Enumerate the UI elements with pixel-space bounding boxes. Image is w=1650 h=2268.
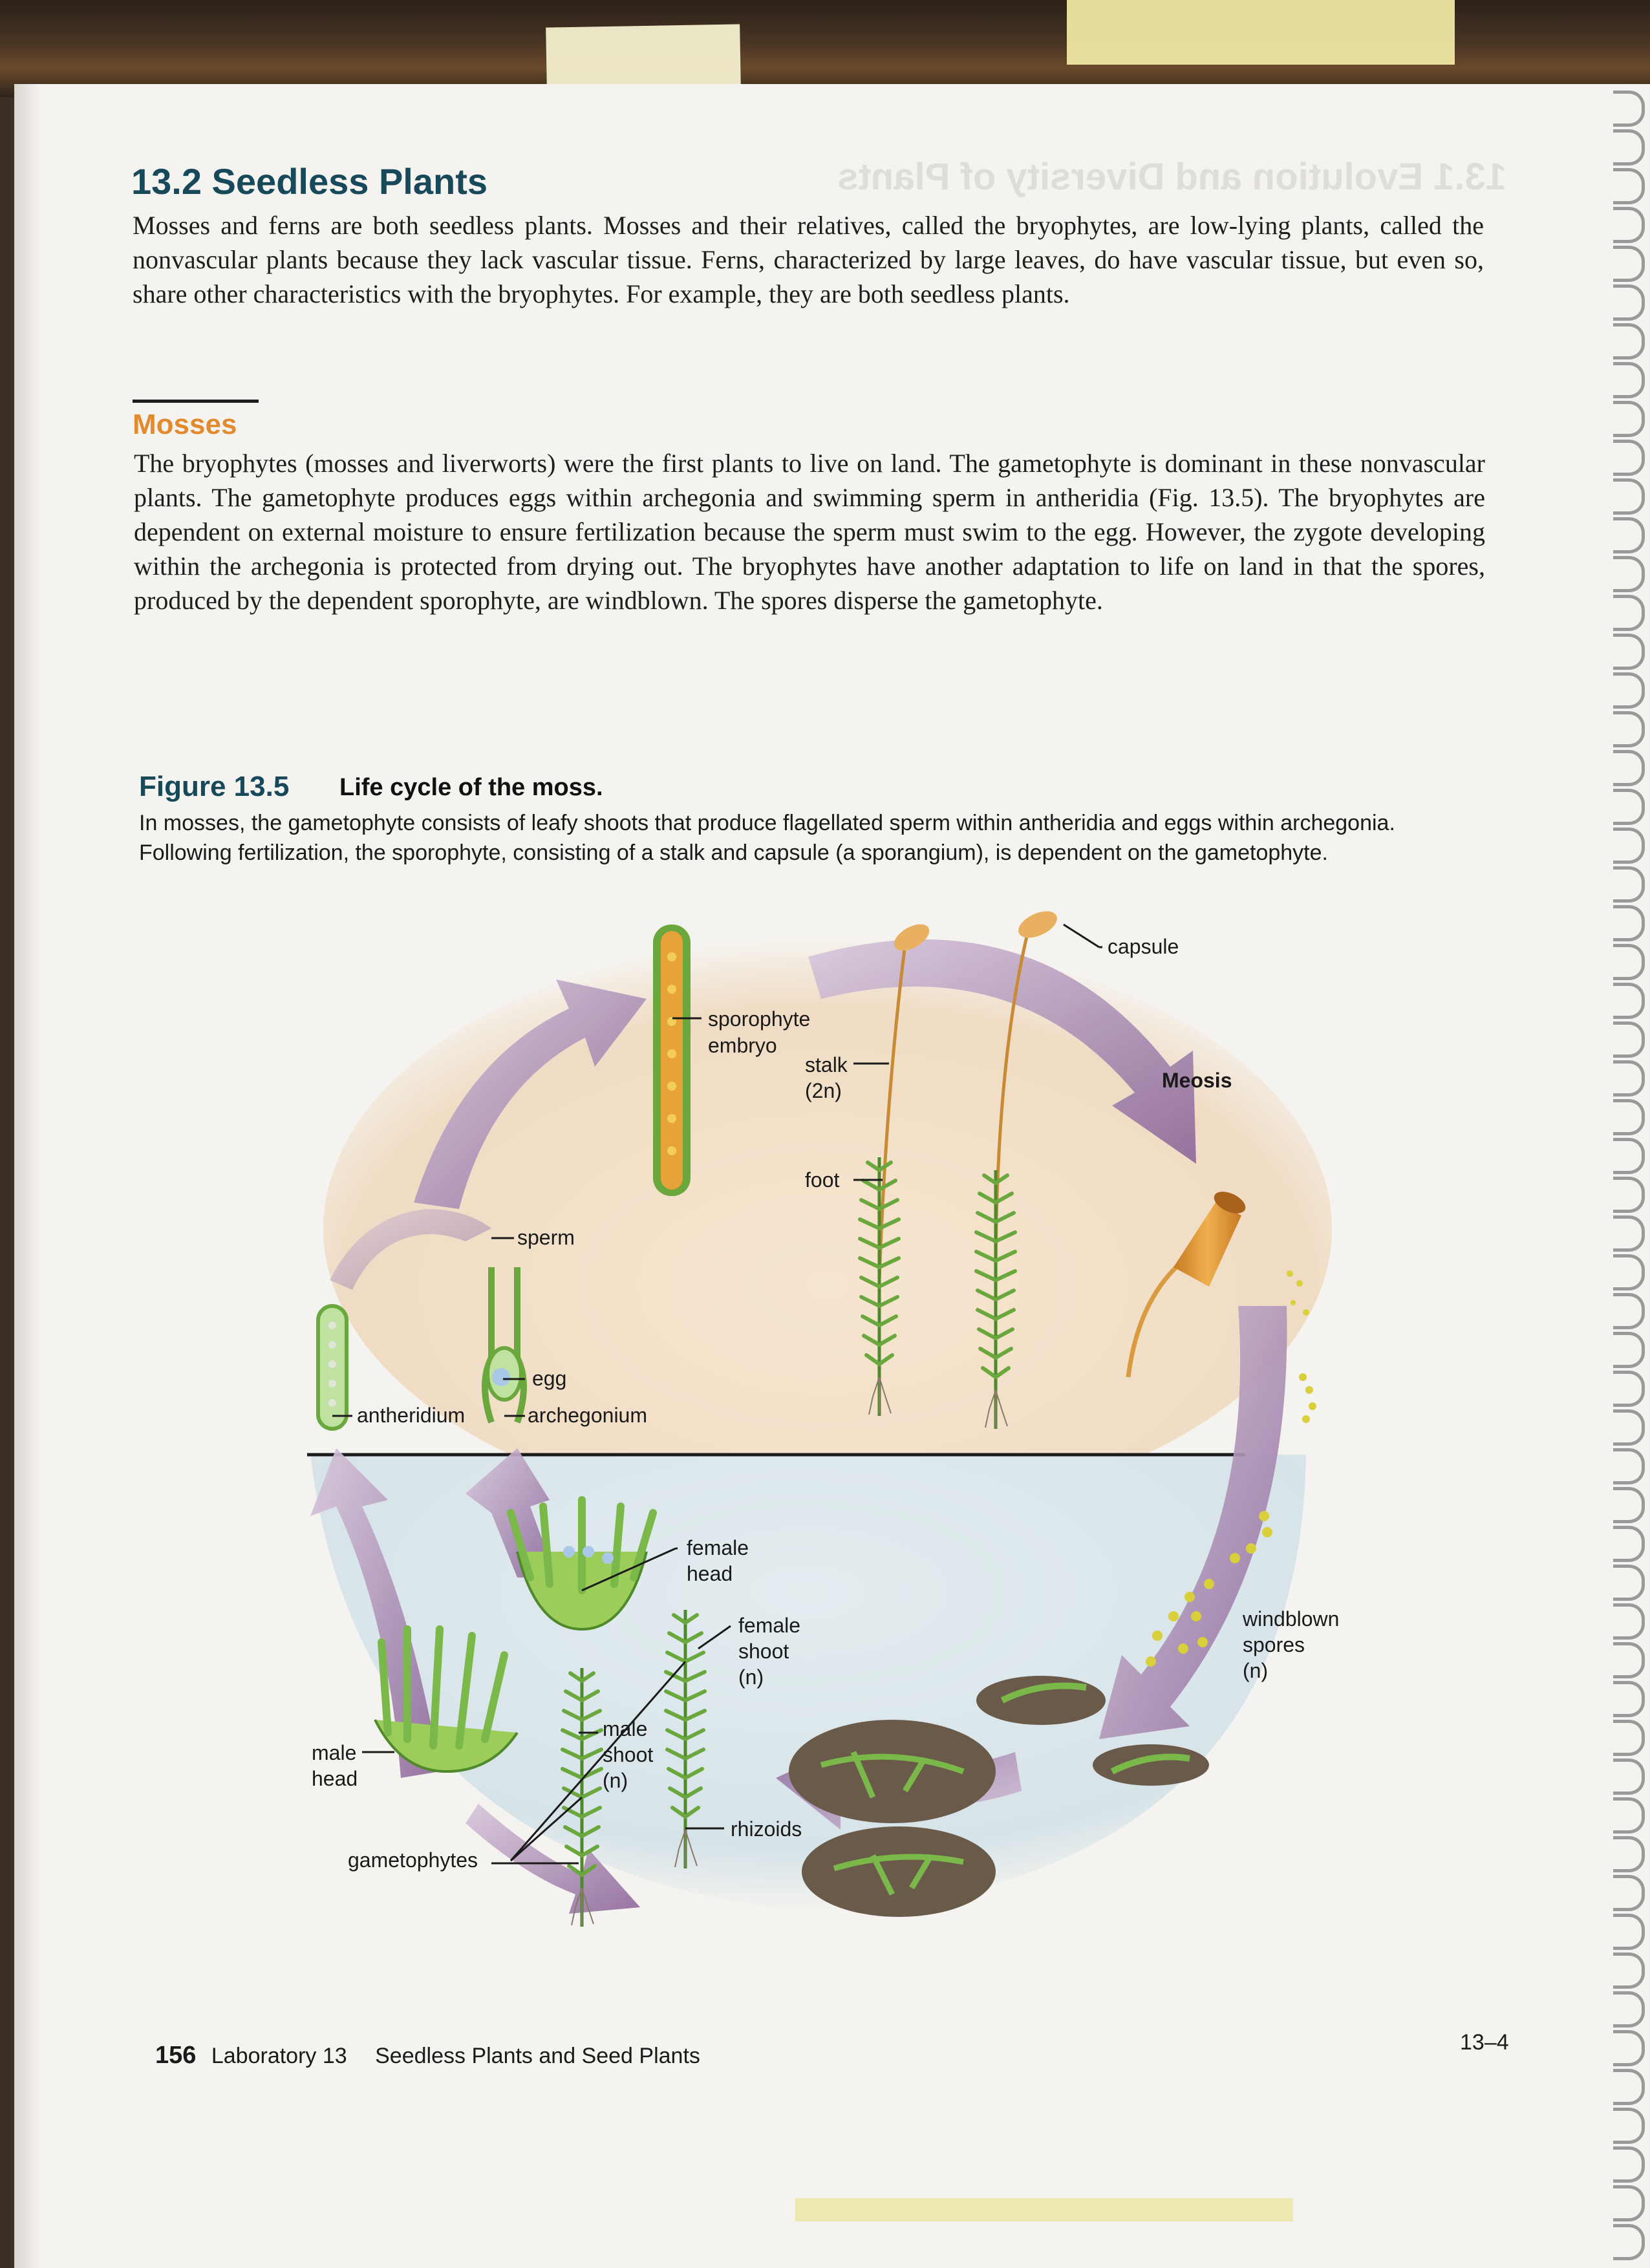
label-archegonium: archegonium: [528, 1404, 647, 1427]
label-stalk: stalk: [805, 1053, 848, 1076]
label-spores: spores: [1243, 1633, 1305, 1656]
label-antheridium: antheridium: [357, 1404, 466, 1427]
page-number: 156: [155, 2042, 197, 2069]
page-footer: [155, 2042, 700, 2070]
section-title: 13.2 Seedless Plants: [131, 161, 488, 202]
label-female-head-2: head: [687, 1562, 733, 1585]
page-code: 13–4: [1460, 2030, 1509, 2055]
label-embryo: embryo: [708, 1034, 777, 1057]
label-female-shoot-1: female: [738, 1614, 801, 1637]
label-meiosis: Meosis: [1162, 1069, 1232, 1092]
bleed-heading: 13.1 Evolution and Diversity of Plants: [837, 156, 1506, 198]
mosses-paragraph: The bryophytes (mosses and liverworts) were the first plants to live on land. The gametophyte is dominant in these nonvascular plants. The gametophyte produces eggs within archegonia and swimming sperm in antheridia (Fig. 13.5). The bryophytes are dependent on external moisture to ensure fertilization because the sperm must swim to the egg. However, the zygote developing within the archegonia is protected from drying out. The bryophytes have another adaptation to life on land in that the spores, produced by the dependent sporophyte, are windblown. The spores disperse the gametophyte.: [134, 449, 1485, 615]
tape-strip: [795, 2198, 1293, 2221]
lab-number: Laboratory 13: [211, 2044, 347, 2068]
figure-label: Figure 13.5: [139, 771, 290, 802]
label-female-head-1: female: [687, 1536, 749, 1559]
label-male-shoot-1: male: [603, 1717, 648, 1740]
label-rhizoids: rhizoids: [731, 1817, 802, 1841]
label-female-shoot-2: shoot: [738, 1640, 789, 1663]
figure-caption: In mosses, the gametophyte consists of leafy shoots that produce flagellated sperm within antheridia and eggs within archegonia. Following fertilization, the sporophyte, consisting of a stalk and capsule (a sporangium), is dependent on the gametophyte.: [139, 811, 1395, 865]
sporophyte-embryo-illustration: [653, 925, 691, 1196]
label-egg: egg: [532, 1367, 567, 1390]
figure-title: Life cycle of the moss.: [339, 774, 603, 801]
lab-title: Seedless Plants and Seed Plants: [375, 2044, 700, 2068]
subsection-title: Mosses: [133, 409, 237, 440]
label-foot: foot: [805, 1168, 840, 1192]
label-male-head-1: male: [312, 1741, 357, 1764]
label-male-shoot-2: shoot: [603, 1743, 654, 1766]
label-spores-ploidy: (n): [1243, 1659, 1269, 1682]
label-male-head-2: head: [312, 1767, 358, 1790]
label-sporophyte: sporophyte: [708, 1007, 811, 1031]
label-capsule: capsule: [1108, 935, 1179, 958]
label-female-shoot-3: (n): [738, 1665, 764, 1689]
label-windblown: windblown: [1243, 1607, 1340, 1631]
label-stalk-ploidy: (2n): [805, 1079, 842, 1102]
label-male-shoot-3: (n): [603, 1769, 628, 1792]
intro-paragraph: Mosses and ferns are both seedless plants. Mosses and their relatives, called the bryophytes, are low-lying plants, called the nonvascular plants because they lack vascular tissue. Ferns, characterized by large leaves, do have vascular tissue, but even so, share other characteristics with the bryophytes. For example, they are both seedless plants.: [133, 211, 1484, 308]
label-sperm: sperm: [517, 1226, 575, 1249]
label-gametophytes: gametophytes: [348, 1848, 478, 1872]
